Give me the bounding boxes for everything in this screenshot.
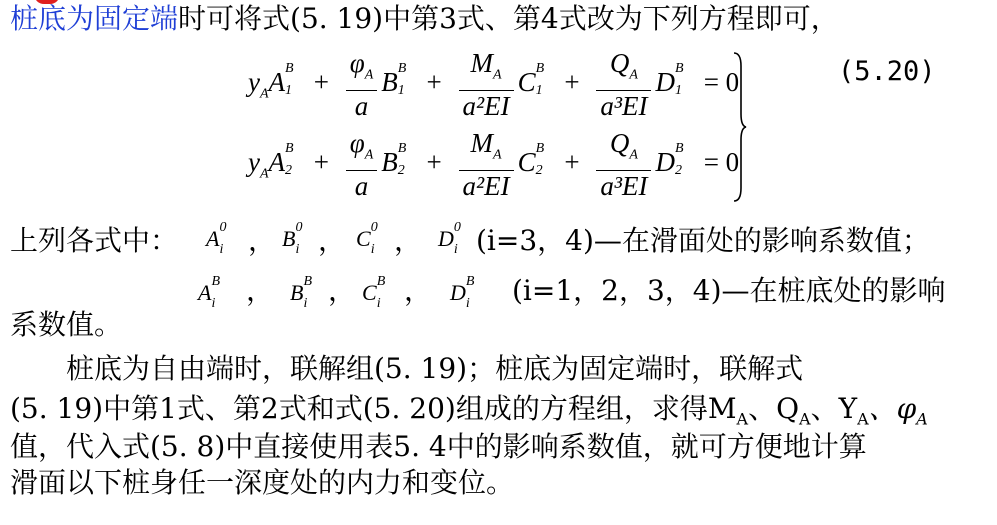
highlighted-term: 桩底为固定端 bbox=[10, 2, 179, 35]
coef-A-B: A B i bbox=[198, 274, 221, 311]
fraction-phi-a: $\frac{\varphi_A}{a}$ bbox=[346, 48, 378, 121]
paragraph-line-4: 系数值。 bbox=[10, 308, 123, 341]
coef-B-0: B 0 i bbox=[282, 220, 303, 257]
coef-A-0: A 0 i bbox=[206, 220, 227, 257]
paragraph-line-2: 上列各式中： bbox=[10, 224, 179, 257]
right-brace bbox=[733, 52, 747, 202]
fraction-q: $\frac{Q_A}{\text{a³EI}}$ bbox=[596, 48, 651, 121]
paragraph-line-1: 桩底为固定端时可将式(5. 19)中第3式、第4式改为下列方程即可， bbox=[10, 2, 839, 35]
equation-row-2: $y_AA$ B 2 + $\frac{\varphi_A}{a}$ B B 2 + $\frac{M_A}{\text{a²EI}}$ C B 2 + $\frac{Q_A}{\text{a³EI}}$ D B 2 = 0 bbox=[248, 128, 740, 202]
paragraph-line-6: (5. 19)中第1式、第2式和式(5. 20)组成的方程组，求得$M_A$、$Q_A$、$Y_A$、$\varphi_A$ bbox=[10, 392, 928, 429]
paragraph-line-5: 桩底为自由端时，联解组(5. 19)；桩底为固定端时，联解式 bbox=[10, 352, 804, 385]
coef-B-description: (i=1，2，3，4)—在桩底处的影响 bbox=[512, 274, 946, 307]
equation-row-1: $y_AA$ B 1 + $\frac{\varphi_A}{a}$ B B 1 + $\frac{M_A}{\text{a²EI}}$ C B 1 + $\frac{Q_A}{\text{a³EI}}$ D B 1 = 0 bbox=[248, 48, 740, 122]
paragraph-line-8: 滑面以下桩身任一深度处的内力和变位。 bbox=[10, 466, 515, 499]
coef-D-0: D 0 i bbox=[438, 220, 461, 257]
coef-C-B: C B i bbox=[362, 274, 386, 311]
coef-0-description: (i=3，4)—在滑面处的影响系数值； bbox=[476, 224, 930, 257]
coef-C-0: C 0 i bbox=[356, 220, 378, 257]
fraction-m: $\frac{M_A}{\text{a²EI}}$ bbox=[459, 48, 514, 121]
coef-D-B: D B i bbox=[450, 274, 475, 311]
equation-number: (5.20) bbox=[838, 56, 936, 87]
paragraph-line-7: 值，代入式(5. 8)中直接使用表5. 4中的影响系数值，就可方便地计算 bbox=[10, 430, 867, 463]
coef-B-B: B B i bbox=[290, 274, 313, 311]
